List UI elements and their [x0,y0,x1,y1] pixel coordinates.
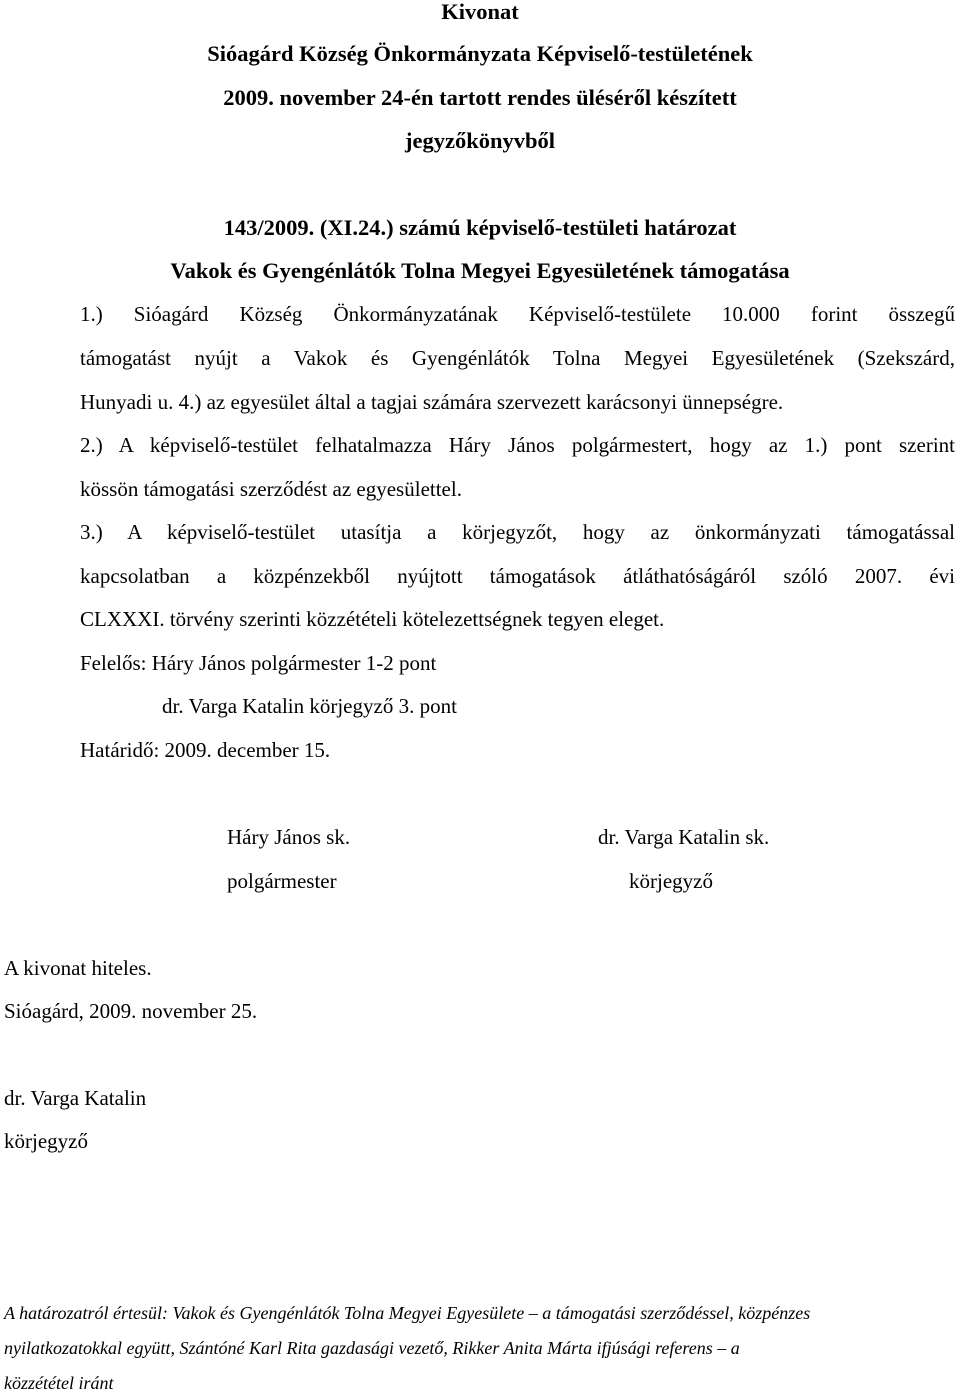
resolution-item-line: kapcsolatban a közpénzekből nyújtott támogatások átláthatóságáról szóló 2007. évi [80,564,955,588]
responsible-line: dr. Varga Katalin körjegyző 3. pont [162,694,457,718]
certification-role: körjegyző [4,1129,88,1153]
distribution-note-line: A határozatról értesül: Vakok és Gyengénlátók Tolna Megyei Egyesülete – a támogatási szerződéssel, közpénzes [4,1303,811,1323]
certification-name: dr. Varga Katalin [4,1086,147,1110]
resolution-item-line: 2.) A képviselő-testület felhatalmazza Háry János polgármestert, hogy az 1.) pont szerint [80,433,955,457]
resolution-item-line: Hunyadi u. 4.) az egyesület által a tagjai számára szervezett karácsonyi ünnepségre. [80,390,784,414]
document-title: Kivonat [441,0,519,24]
responsible-line: Felelős: Háry János polgármester 1-2 pont [80,651,437,675]
resolution-item-line: kössön támogatási szerződést az egyesülettel. [80,477,462,501]
resolution-subject: Vakok és Gyengénlátók Tolna Megyei Egyesületének támogatása [170,258,790,283]
resolution-number: 143/2009. (XI.24.) számú képviselő-testületi határozat [223,215,737,240]
document-subtitle: 2009. november 24-én tartott rendes üléséről készített [223,85,737,110]
distribution-note [4,1303,960,1393]
document-subtitle: Sióagárd Község Önkormányzata Képviselő-testületének [207,41,753,66]
resolution-item-line: 1.) Sióagárd Község Önkormányzatának Képviselő-testülete 10.000 forint összegű [80,302,955,326]
deadline-line: Határidő: 2009. december 15. [80,738,331,762]
signature-role-mayor: polgármester [227,869,337,893]
distribution-note-line: közzététel iránt [4,1373,114,1393]
resolution-item-line: CLXXXI. törvény szerinti közzétételi kötelezettségnek tegyen eleget. [80,607,665,631]
certification-place-date: Sióagárd, 2009. november 25. [4,999,258,1023]
resolution-item-line: 3.) A képviselő-testület utasítja a körjegyzőt, hogy az önkormányzati támogatással [80,520,955,544]
signature-name-mayor: Háry János sk. [227,825,351,849]
document-subtitle: jegyzőkönyvből [404,128,555,153]
certification-statement: A kivonat hiteles. [4,956,152,980]
resolution-item-line: támogatást nyújt a Vakok és Gyengénlátók Tolna Megyei Egyesületének (Szekszárd, [80,346,955,370]
distribution-note-line: nyilatkozatokkal együtt, Szántóné Karl Rita gazdasági vezető, Rikker Anita Márta ifjúsági referens – a [4,1338,740,1358]
signature-role-notary: körjegyző [629,869,713,893]
signature-name-notary: dr. Varga Katalin sk. [598,825,770,849]
